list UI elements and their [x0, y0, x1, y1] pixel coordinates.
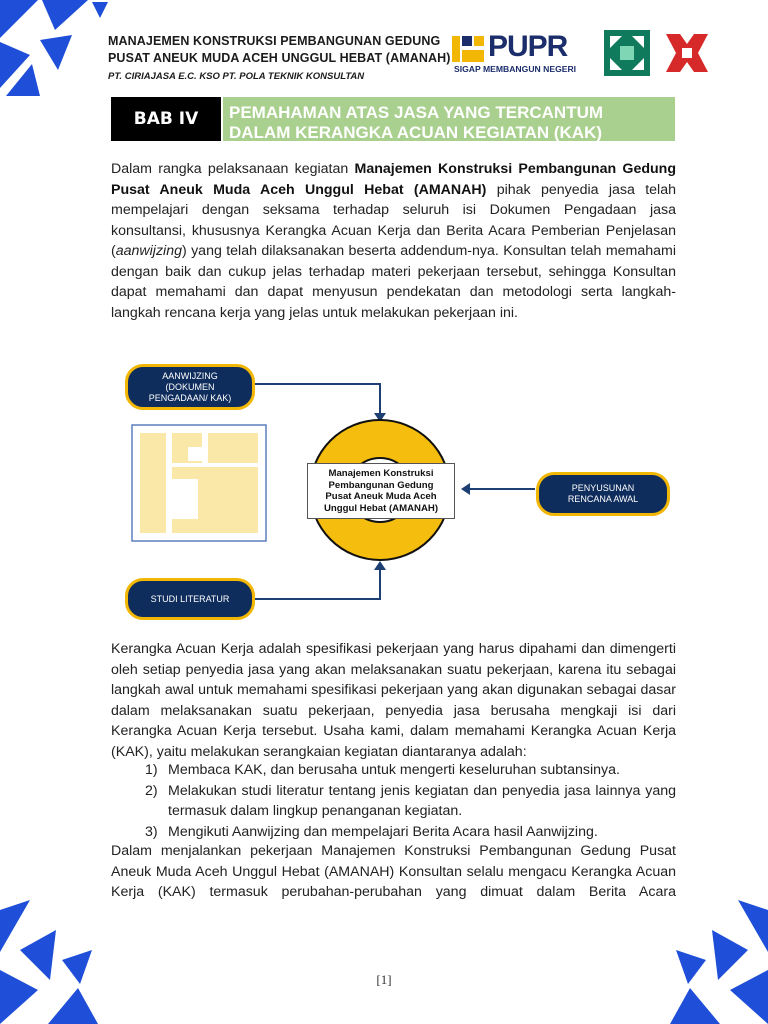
box-studi-literatur: STUDI LITERATUR — [125, 578, 255, 620]
closing-paragraph: Dalam menjalankan pekerjaan Manajemen Konstruksi Pembangunan Gedung Pusat Aneuk Muda Aceh Unggul Hebat (AMANAH) Konsultan selalu mengacu Kerangka Acuan Kerja (KAK) termasuk perubahan-perubahan yang dimuat dalam Berita Acara — [111, 843, 676, 900]
center-line1: Manajemen Konstruksi — [328, 468, 434, 479]
list-item — [145, 781, 676, 822]
kak-paragraph: Kerangka Acuan Kerja adalah spesifikasi pekerjaan yang harus dipahami dan dimengerti oleh setiap penyedia jasa yang akan melaksanakan suatu pekerjaan, karena itu sebagai langkah awal untuk memahami spesifikasi pekerjaan yang akan digunakan sebagai dasar dalam melaksanakan suatu pekerjaan, penyedia jasa berusaha mengkaji isi dari Kerangka Acuan Kerja tersebut. Usaha kami, dalam memahami Kerangka Acuan Kerja (KAK), yaitu melakukan serangkaian kegiatan diantaranya adalah: — [111, 641, 676, 760]
center-project-box — [307, 463, 455, 519]
pupr-logo-mark — [452, 34, 486, 64]
pupr-logo-text: PUPR — [488, 30, 568, 63]
intro-italic: aanwijzing — [115, 243, 182, 259]
intro-prefix: Dalam rangka pelaksanaan kegiatan — [111, 161, 355, 177]
list-item-number: 1) — [145, 762, 158, 778]
list-item-text: Melakukan studi literatur tentang jenis kegiatan dan penyedia jasa lainnya yang termasuk dalam lingkup penanganan kegiatan. — [168, 782, 676, 819]
chapter-title — [223, 97, 675, 141]
arrow-left-icon — [461, 483, 470, 495]
box-aanwijzing — [125, 364, 255, 410]
center-line2: Pembangunan Gedung — [328, 479, 434, 491]
center-line4: Unggul Hebat (AMANAH) — [323, 502, 439, 514]
chapter-title-line1: PEMAHAMAN ATAS JASA YANG TERCANTUM — [229, 103, 604, 122]
box-penyusunan-line2: RENCANA AWAL — [567, 494, 639, 504]
list-item-text: Membaca KAK, dan berusaha untuk mengerti keseluruhan subtansinya. — [168, 762, 620, 778]
red-emblem-icon — [662, 30, 712, 76]
corner-decoration-top-left — [0, 0, 110, 110]
pupr-logo-tagline: SIGAP MEMBANGUN NEGERI — [454, 64, 577, 74]
intro-suffix: ) yang telah dilaksanakan beserta addendum-nya. Konsultan telah memahami dengan baik dan cukup jelas terhadap materi pekerjaan tersebut, sehingga Konsultan dapat memahami dan dapat menyusun pendekatan dan metodologi serta langkah-langkah rencana kerja yang jelas untuk melakukan pekerjaan ini. — [111, 243, 676, 321]
box-penyusunan — [536, 472, 670, 516]
arrow-up-icon — [374, 561, 386, 570]
connector-top — [253, 384, 380, 415]
center-line3: Pusat Aneuk Muda Aceh — [325, 491, 437, 502]
header-company: PT. CIRIAJASA E.C. KSO PT. POLA TEKNIK KONSULTAN — [108, 71, 365, 82]
pupr-logo — [452, 30, 592, 76]
box-aanwijzing-line3: PENGADAAN/ KAK) — [148, 392, 232, 403]
page-number: [1] — [376, 972, 392, 987]
corner-decoration-bottom-right — [658, 900, 768, 1024]
chapter-title-line2: DALAM KERANGKA ACUAN KEGIATAN (KAK) — [229, 123, 603, 142]
corner-decoration-bottom-left — [0, 900, 110, 1024]
list-item-number: 3) — [145, 823, 158, 840]
chapter-label: BAB IV — [111, 97, 221, 141]
header-title-line2: PUSAT ANEUK MUDA ACEH UNGGUL HEBAT (AMANAH) — [108, 51, 451, 65]
connector-bottom — [253, 568, 380, 599]
list-item — [145, 760, 676, 781]
intro-middle: pihak penyedia jasa telah mempelajari dengan seksama terhadap seluruh isi Dokumen Pengadaan jasa konsultansi, khususnya Kerangka Acuan Kerja dan Berita Acara Pemberian Penjelasan ( — [111, 181, 676, 259]
list-item — [145, 822, 676, 843]
intro-paragraph — [111, 159, 676, 323]
box-aanwijzing-line2: (DOKUMEN — [165, 381, 215, 392]
list-item-number: 2) — [145, 782, 158, 799]
header-title-line1: MANAJEMEN KONSTRUKSI PEMBANGUNAN GEDUNG — [108, 34, 441, 48]
intro-project-name: Manajemen Konstruksi Pembangunan Gedung Pusat Aneuk Muda Aceh Unggul Hebat (AMANAH) — [111, 161, 676, 198]
pu-watermark-logo — [132, 425, 266, 541]
box-aanwijzing-line1: AANWIJZING — [162, 370, 218, 381]
green-emblem-icon — [604, 30, 650, 76]
kak-list — [111, 760, 676, 842]
box-penyusunan-line1: PENYUSUNAN — [571, 483, 635, 493]
list-item-text: Mengikuti Aanwijzing dan mempelajari Berita Acara hasil Aanwijzing. — [168, 823, 598, 840]
